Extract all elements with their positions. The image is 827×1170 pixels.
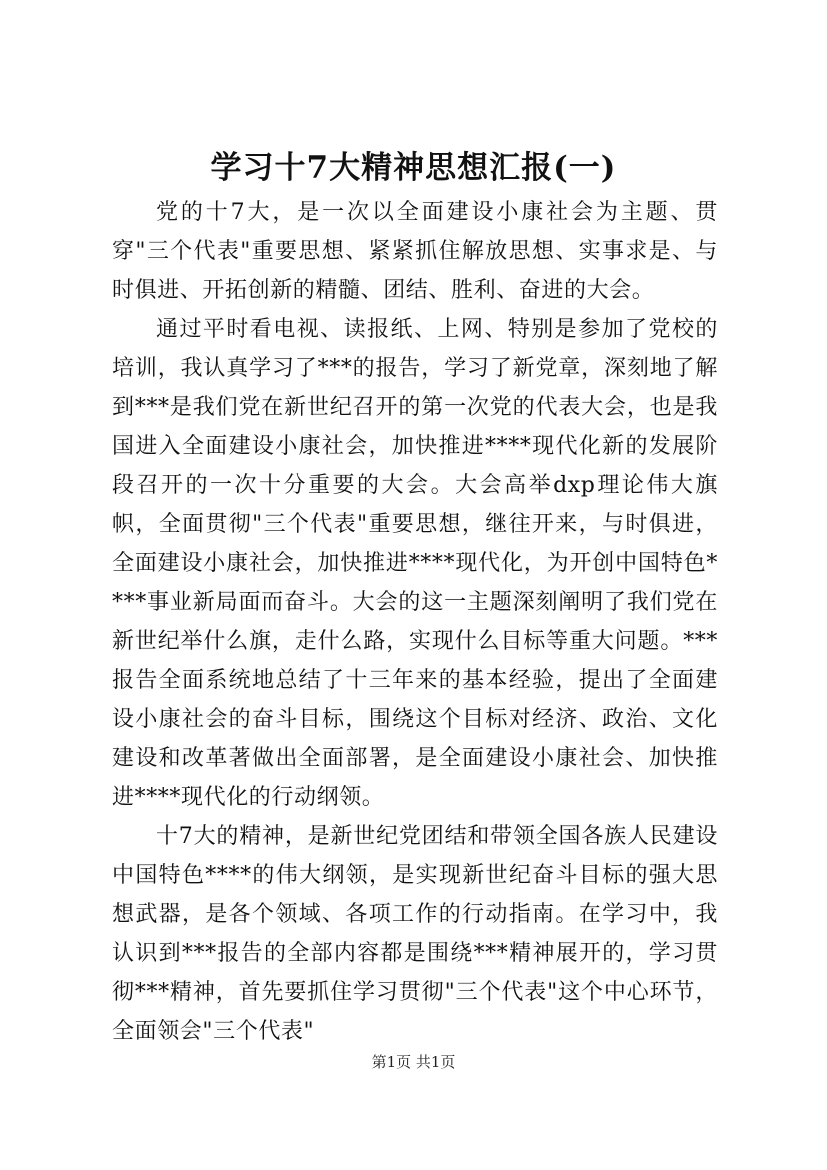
paragraph-1: 党的十7大，是一次以全面建设小康社会为主题、贯穿"三个代表"重要思想、紧紧抓住解放思想、实事求是、与时俱进、开拓创新的精髓、团结、胜利、奋进的大会。 — [112, 200, 718, 303]
page-footer: 第1页 共1页 — [371, 1053, 456, 1071]
paragraph-3: 十7大的精神，是新世纪党团结和带领全国各族人民建设中国特色****的伟大纲领，是实现新世纪奋斗目标的强大思想武器，是各个领域、各项工作的行动指南。在学习中，我认识到***报告的全部内容都是围绕***精神展开的，学习贯彻***精神，首先要抓住学习贯彻"三个代表"这个中心环节，全面领会"三个代表" — [112, 824, 718, 1044]
document-title: 学习十7大精神思想汇报(一) — [210, 150, 617, 186]
paragraph-2: 通过平时看电视、读报纸、上网、特别是参加了党校的培训，我认真学习了***的报告，学习了新党章，深刻地了解到***是我们党在新世纪召开的第一次党的代表大会，也是我国进入全面建设小康社会，加快推进****现代化新的发展阶段召开的一次十分重要的大会。大会高举dxp理论伟大旗帜，全面贯彻"三个代表"重要思想，继往开来，与时俱进，全面建设小康社会，加快推进****现代化，为开创中国特色****事业新局面而奋斗。大会的这一主题深刻阐明了我们党在新世纪举什么旗，走什么路，实现什么目标等重大问题。***报告全面系统地总结了十三年来的基本经验，提出了全面建设小康社会的奋斗目标，围绕这个目标对经济、政治、文化建设和改革著做出全面部署，是全面建设小康社会、加快推进****现代化的行动纲领。 — [112, 317, 718, 810]
document-body — [112, 193, 718, 1051]
